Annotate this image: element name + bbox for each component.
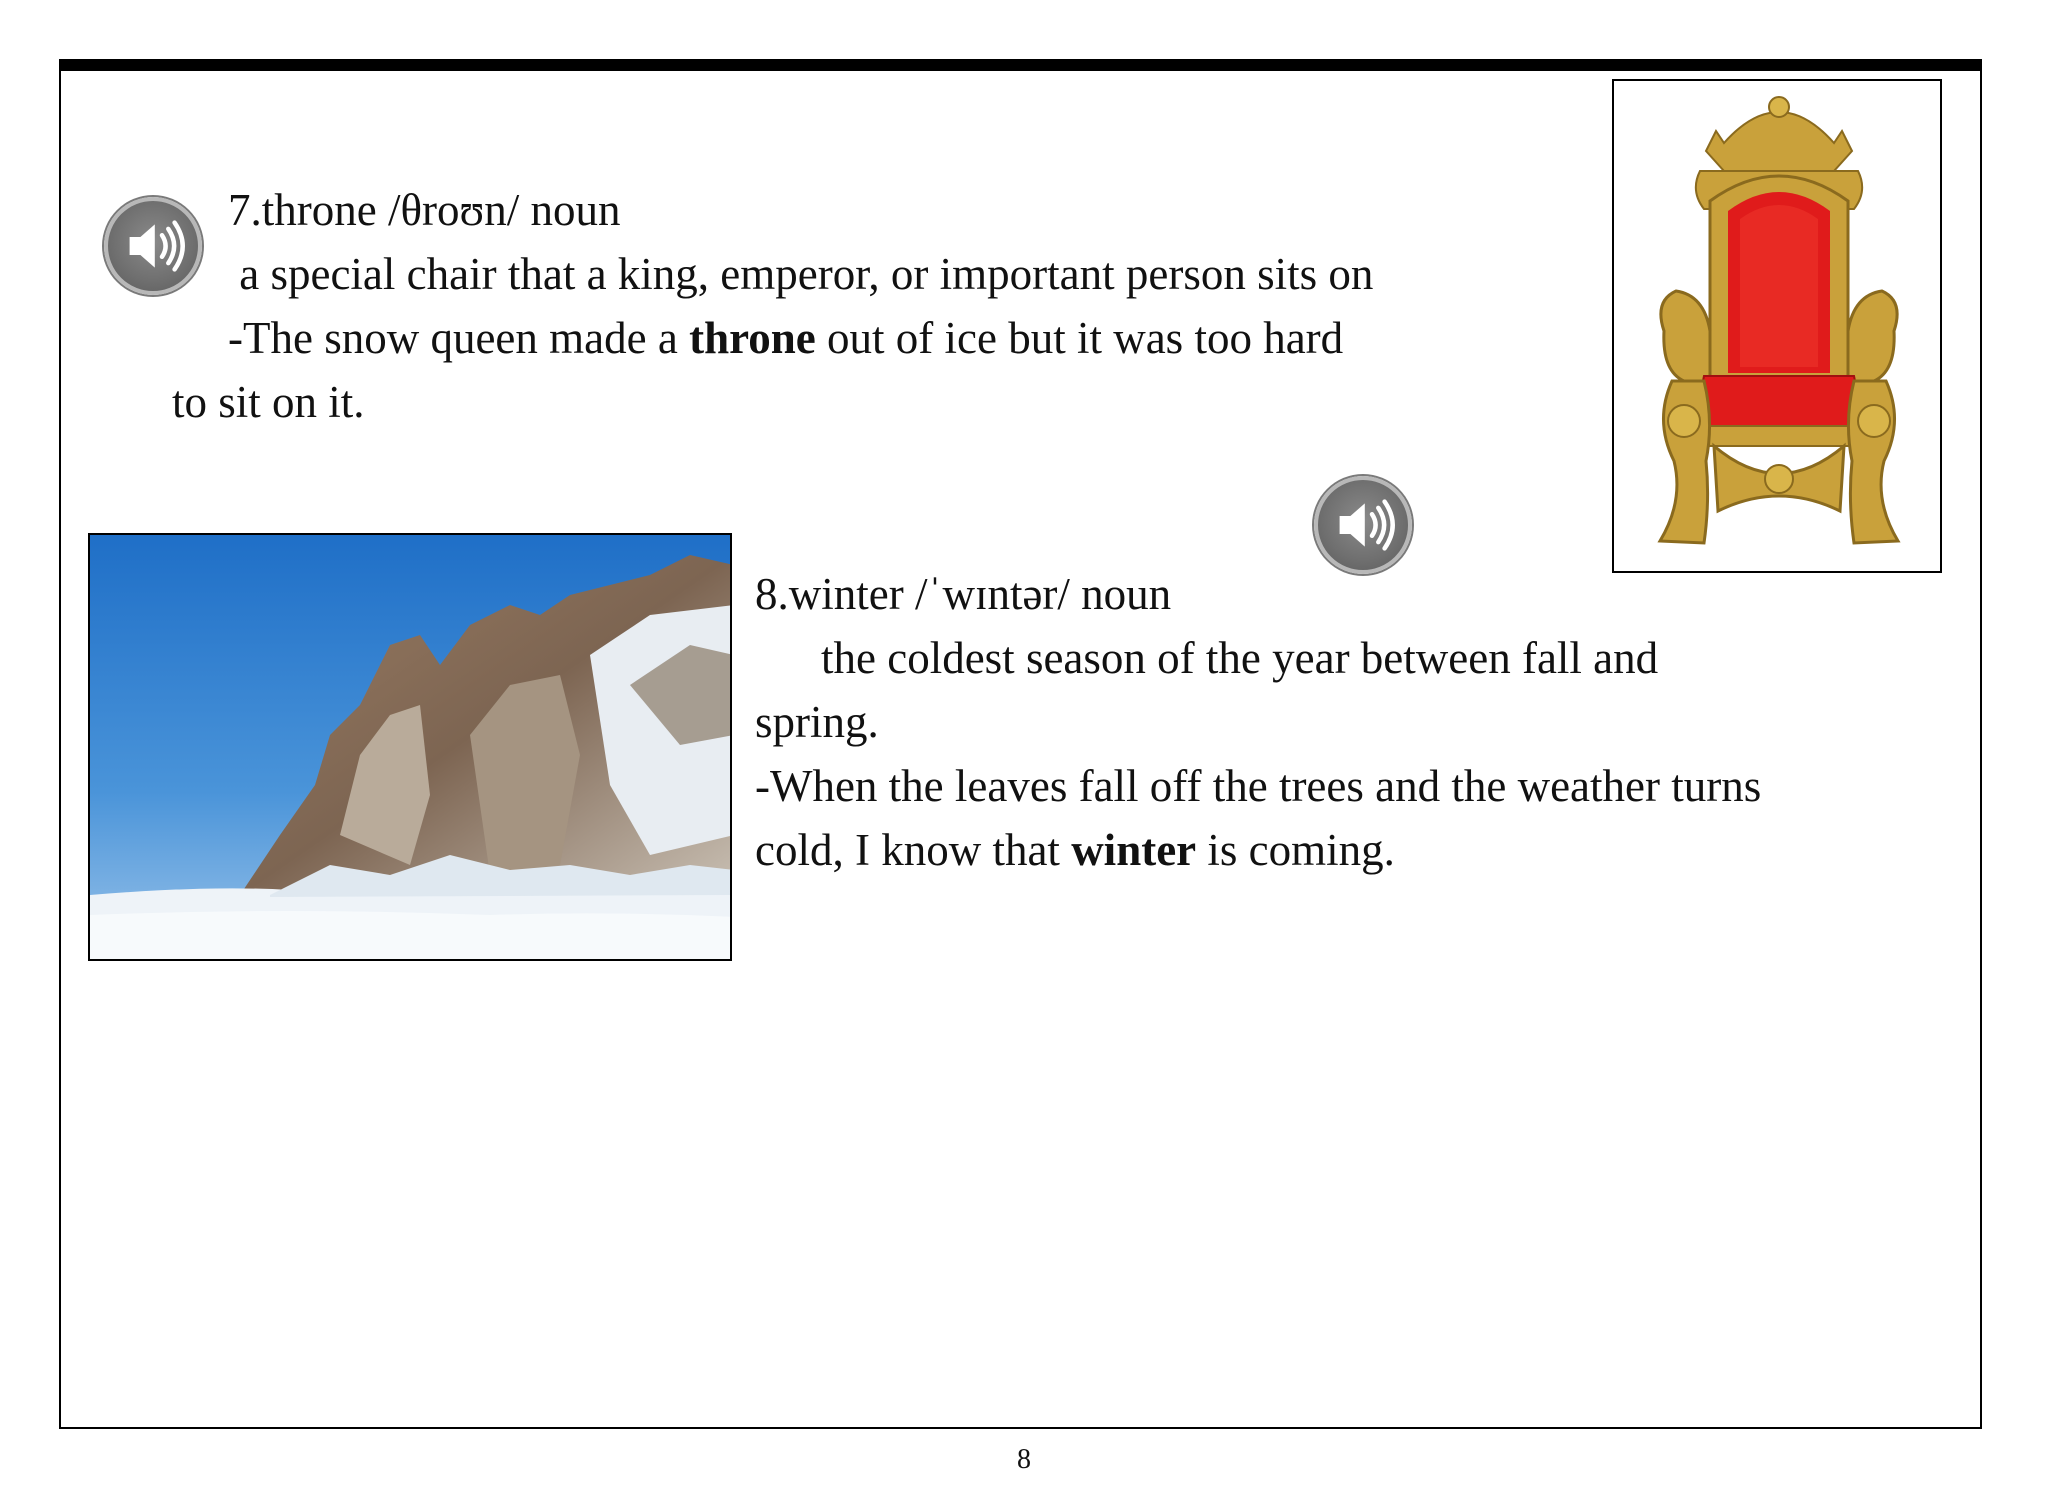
example-text: cold, I know that — [755, 825, 1072, 875]
throne-image — [1612, 79, 1942, 573]
audio-button-winter[interactable] — [1314, 476, 1412, 574]
entry-throne-definition: a special chair that a king, emperor, or important person sits on — [228, 249, 1374, 299]
entry-winter-definition-line2: spring. — [755, 697, 879, 747]
page-number: 8 — [1017, 1444, 1031, 1475]
entry-throne-example-line2: to sit on it. — [172, 377, 365, 427]
example-text: out of ice but it was too hard — [815, 313, 1344, 363]
speaker-icon — [108, 201, 198, 291]
example-text: -The snow queen made a — [228, 313, 690, 363]
example-keyword: winter — [1071, 825, 1197, 875]
entry-throne-example — [228, 306, 1343, 370]
example-keyword: throne — [689, 313, 816, 363]
speaker-icon — [1318, 480, 1408, 570]
entry-winter-definition-line1: the coldest season of the year between fall and — [821, 633, 1659, 683]
audio-button-throne[interactable] — [104, 197, 202, 295]
example-text: is coming. — [1196, 825, 1395, 875]
entry-winter-example-line1: -When the leaves fall off the trees and the weather turns — [755, 761, 1762, 811]
entry-winter-heading: 8.winter /ˈwɪntər/ noun — [755, 569, 1172, 619]
winter-landscape-image — [88, 533, 732, 961]
entry-winter-example-line2 — [755, 818, 1395, 882]
entry-throne-heading: 7.throne /θroʊn/ noun — [228, 185, 621, 235]
